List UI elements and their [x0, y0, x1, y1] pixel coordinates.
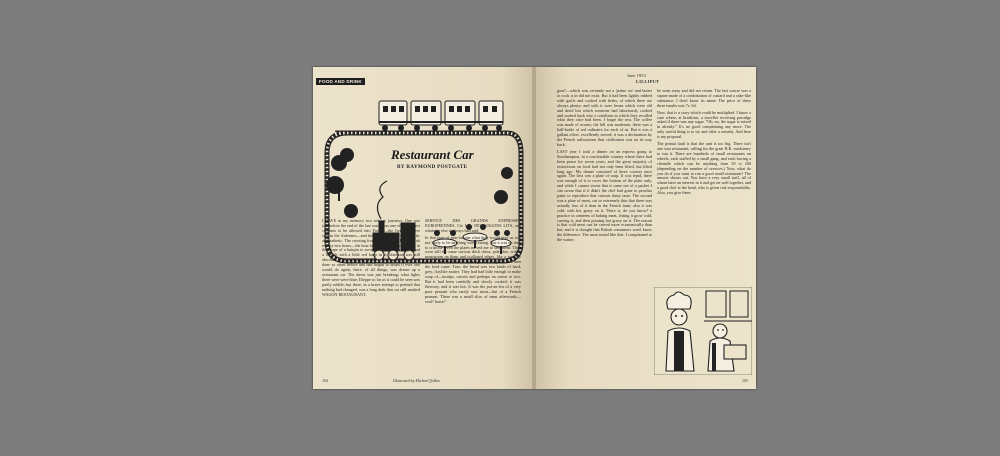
- paragraph: SERVICE DES GRANDS EXPRESSES EUROPEENNES. Cie Intle DES WAGONS LITS, and whatever else it always had said.: [425, 219, 521, 233]
- right-page: [536, 67, 756, 389]
- left-column-1: [322, 219, 420, 369]
- left-page-number: 104: [322, 378, 328, 383]
- paragraph: In that time of near-famine what they would give us was not likely to be anything worth eating. But it was no time to criticise: even the plates moved me to sentiment. They were still the same curious thick china, pale blue, with a monogram on them and scalloped edges, like a naughty pair of camiknickers in the reign of George V. And then the food came. True, the bread was two kinds of hard, grey, claylike matter. They had had little enough to make soup of—turnips, carrots and perhaps an onion or two. But it had been carefully and slowly cooked; it was flavoury, and it was hot. It was the pot-au-feu of a very poor peasant who rarely saw meat—but of a French peasant. There was a small slice of meat afterwards—veal? horse?: [425, 234, 521, 304]
- left-column-2: [425, 219, 521, 369]
- section-tab: FOOD AND DRINK: [316, 78, 365, 85]
- paragraph: he went away and did not return. The last course was a square made of a combination of custard and a cake-like substance; I don't know its name. The price of these three insults was 7s. 6d.: [657, 89, 751, 108]
- article-title: Restaurant Car: [391, 147, 474, 162]
- paragraph: goat?—which was certainly not a 'prime cut' and butter to cook it in did not exist. But it had been lightly rubbed with garlic and cooked with herbs, of which there are always plenty: and with it were beans which were old and dried but which someone had laboriously cooked and soaked back into a condition in which they recalled what they once had been. I forget the rest. The coffee was made of acorns; the bill was moderate; there was a half-bottle of red ordinaire for each of us. But it was a gallant effort, excellently served; it was a declaration by the French railwaymen that civilisation was on its way back.: [557, 89, 652, 147]
- paragraph: LAST year I took a dinner on an express going to Southampton, in a comfortable country where there had been peace for seven years, and the great majority of restrictions on food had not only been lifted, but lifted long ago. My dinner consisted of three courses once again. The first was a plate of soup. It was tepid, there was enough of it to cover the bottom of the plate only, and while I cannot swear that it came out of a packet I can swear that if it didn't the chef had gone to peculiar pains to reproduce that curious dusty taste. The second was a plate of meat, cut so extremely thin that there was actually less of it than in the French tram; also it was cold, with hot gravy on it. There is, do you know? a practice in canteens of baking meat, letting it grow cold, carving it, and then pouring hot gravy on it. The reason is that cold meat can be carved more economically than hot, and it is thought that British consumers won't know the difference. The meat tasted like that. I complained to the waiter;: [557, 148, 652, 243]
- article-byline: BY RAYMOND POSTGATE: [397, 164, 468, 170]
- paragraph: The primal fault is that the unit is too big. There isn't one vast restaurant, calling for the great B.R. machinery to run it. There are hundreds of small restaurants on wheels, each staffed by a small gang, and each having a clientele which can be anything from 50 to 200 (depending on the number of services.) Now, what do you do if you want to run a good small restaurant? The answer shouts out. You have a very small staff, all of whom have an interest in it and get on well together, and a good chef at the head, who is given real responsibility. Also, you give them: [657, 141, 751, 196]
- running-head-date: June 1953: [627, 73, 646, 78]
- left-page: [313, 67, 534, 389]
- illustrator-credit: Illustrated by Michael ffolkes: [393, 378, 440, 383]
- paragraph: Now, that is a story which could be multiplied. I know a case where, at breakfast, a traveller receiving porridge asked if there was any sugar. "Oh, no, the sugar is mixed in already." It's no good complaining any more. The only useful thing is to try and offer a remedy. And here is my proposal.: [657, 109, 751, 140]
- right-column-2: [657, 89, 751, 319]
- magazine-spread: [313, 67, 756, 389]
- running-head-magazine: LILLIPUT: [636, 79, 660, 84]
- right-page-number: 105: [742, 378, 748, 383]
- paragraph: I HAVE in my memory two railway journeys. One was just before the end of the last war. I was one of the earliest civilians to be allowed into France—the Germans were still in the Ardennes—and the journey was both dramatic and pathetic. The crossing from Newhaven to Dieppe took twenty-two hours—the boat had to make a slow journey in the shape of a hairpin to avoid mines; each passenger had a lifebelt with a little red lamp in it; blackout was still absolute. When at last we landed in Dieppe, which one had done so often before and had begun to doubt if ever one would do again, there, of all things, was drawn up a restaurant car. The dawn was just breaking; what lights there were were blue; Dieppe so far as it could be seen was partly rubble; but there, in a brave attempt to pretend that nothing had changed, was a long dark that car still marked WAGON RESTAURANT.: [322, 219, 420, 297]
- right-column-1: [557, 89, 652, 379]
- chef-cartoon-illustration: [654, 287, 752, 375]
